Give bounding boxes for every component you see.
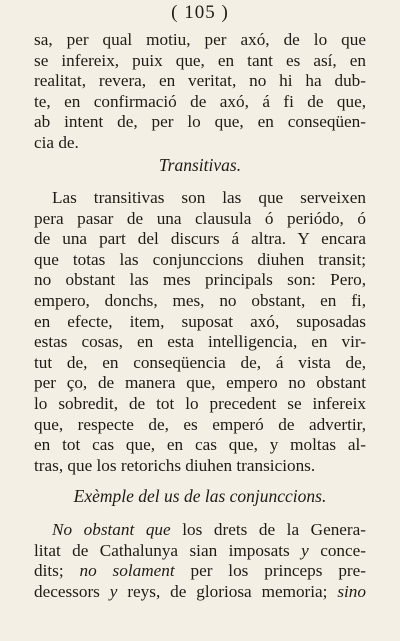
- text-line: Las transitivas son las que serveixen: [52, 188, 366, 207]
- text-line: tut de, en conseqüencia de, á vista de,: [34, 352, 366, 372]
- text-span: per los princeps pre-: [190, 561, 367, 581]
- italic-phrase: y: [301, 540, 309, 560]
- text-line: lo sobredit, de tot lo precedent se infereix: [34, 393, 366, 413]
- text-line: que totas las conjunccions diuhen transit;: [34, 249, 366, 269]
- text-line: que, respecte de, es emperó de advertir,: [34, 414, 366, 434]
- text-line: en efecte, item, suposat axó, suposadas: [34, 311, 366, 331]
- italic-phrase: y: [109, 581, 118, 601]
- italic-phrase: sino: [337, 581, 366, 601]
- text-line: [34, 541, 366, 562]
- text-line: per ço, de manera que, empero no obstant: [34, 373, 366, 393]
- text-span: los drets de la Genera-: [182, 520, 367, 539]
- text-line: en tot cas que, en cas que, y moltas al-: [34, 435, 366, 455]
- text-line: de una part del discurs á altra. Y encara: [34, 229, 366, 249]
- text-line: [34, 582, 366, 603]
- text-span: dits;: [34, 561, 64, 581]
- paragraph-continuation: [34, 30, 366, 154]
- text-line: realitat, revera, en veritat, no hi ha dub-: [34, 71, 366, 91]
- text-line: cia de.: [34, 132, 79, 152]
- text-line: pera pasar de una clausula ó periódo, ó: [34, 208, 366, 228]
- text-line: ab intent de, per lo que, en conseqüen-: [34, 112, 366, 132]
- text-span: litat de Cathalunya sian imposats: [34, 540, 290, 560]
- text-line: estas cosas, en esta intelligencia, en vir-: [34, 332, 366, 352]
- text-line: tras, que los retorichs diuhen transicions.: [34, 455, 316, 475]
- text-line: no obstant las mes principals son: Pero,: [34, 270, 366, 290]
- italic-phrase: no solament: [79, 561, 175, 581]
- text-line: sa, per qual motiu, per axó, de lo que: [34, 30, 366, 49]
- paragraph-example: [34, 520, 366, 602]
- section-heading-transitivas: Transitivas.: [158, 155, 242, 175]
- text-line: [34, 561, 366, 582]
- page-number: ( 105 ): [171, 2, 229, 23]
- text-line: [34, 520, 366, 541]
- text-span: decessors: [34, 581, 100, 601]
- text-line: se infereix, puix que, en tant es así, en: [34, 50, 366, 70]
- paragraph-transitivas: [34, 188, 366, 476]
- text-span: conce-: [320, 540, 367, 560]
- text-line: te, en confirmació de axó, á fi de que,: [34, 91, 366, 111]
- italic-phrase: No obstant que: [52, 520, 171, 539]
- section-heading-example: Exèmple del us de las conjunccions.: [73, 486, 327, 506]
- text-line: empero, donchs, mes, no obstant, en fi,: [34, 290, 366, 310]
- text-span: reys, de gloriosa memoria;: [127, 581, 328, 601]
